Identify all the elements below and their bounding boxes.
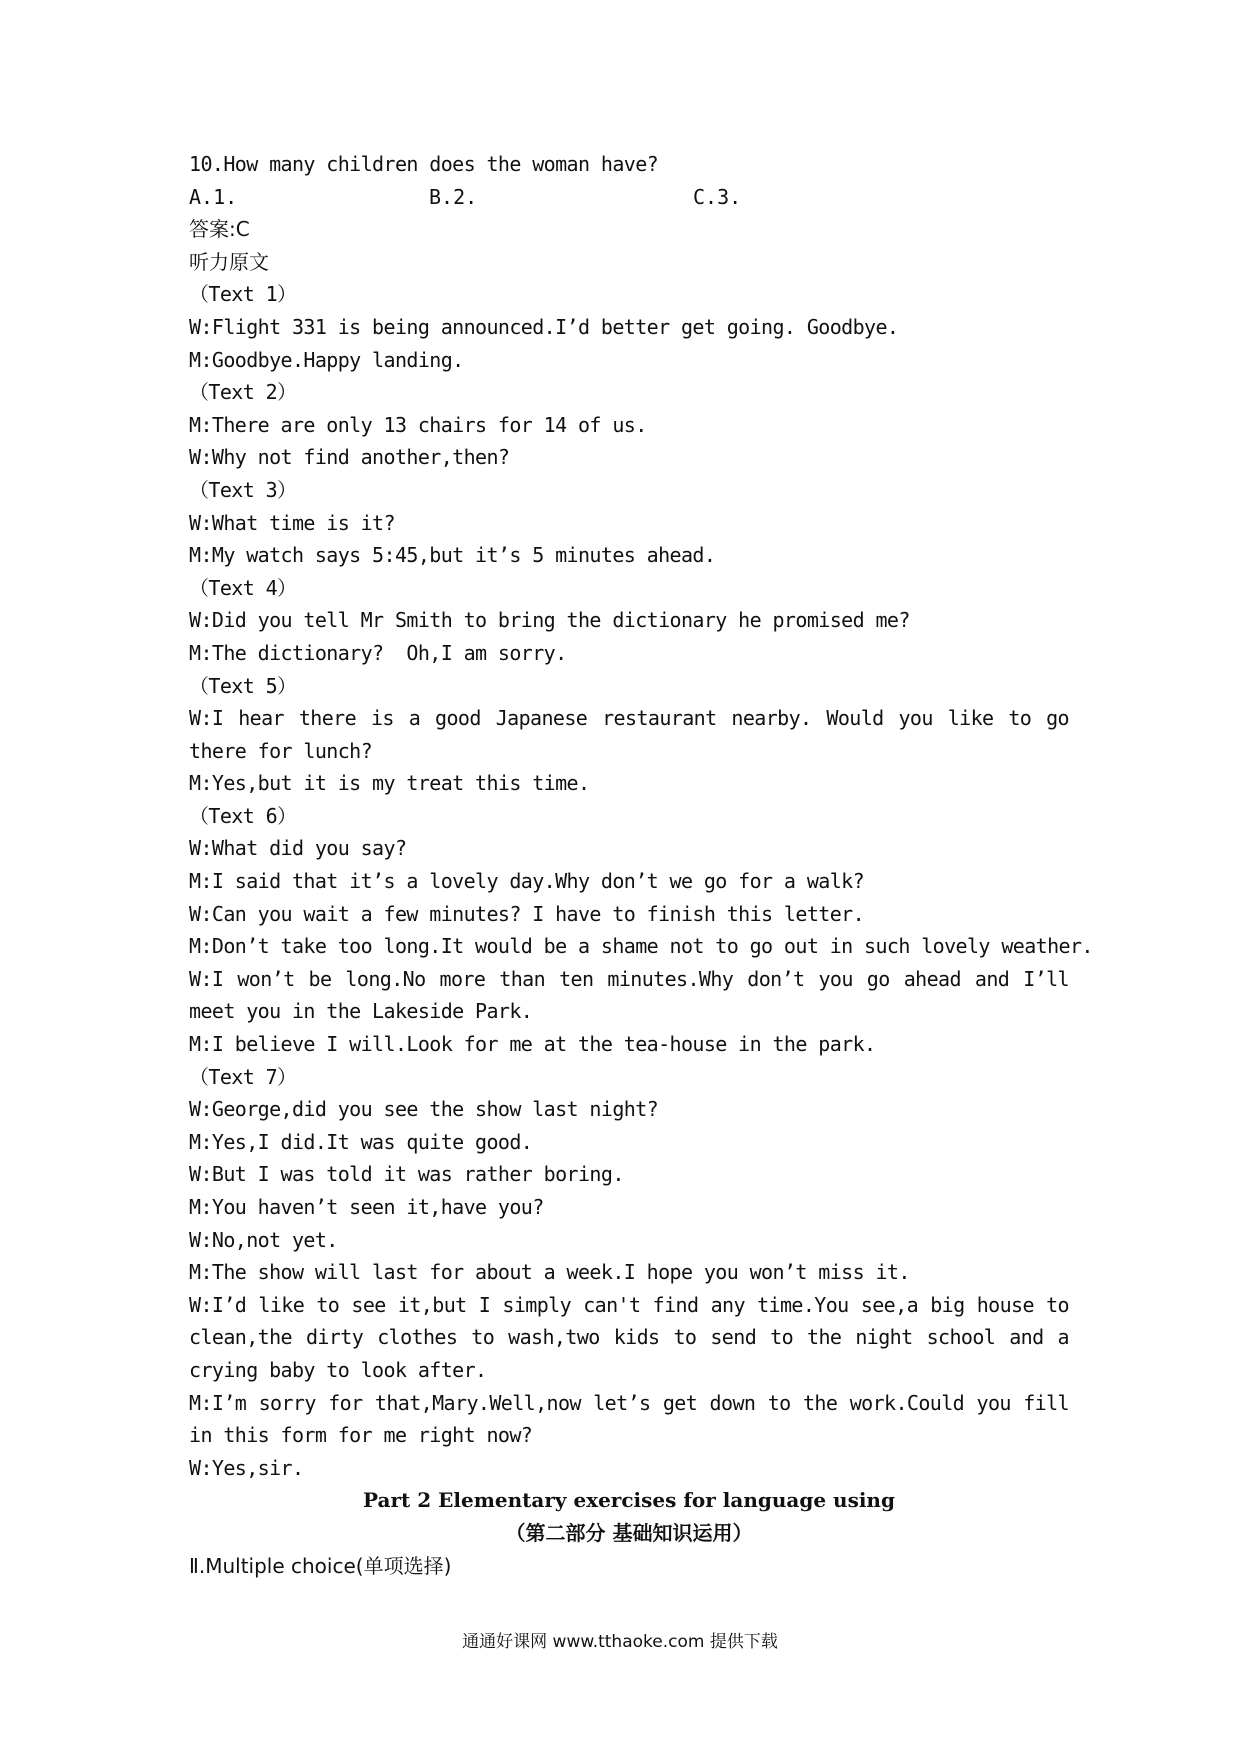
question-stem: 10.How many children does the woman have? bbox=[189, 152, 659, 176]
text-label: （Text 7） bbox=[189, 1064, 297, 1089]
dialogue-line: W:Yes,sir. bbox=[189, 1455, 304, 1480]
dialogue-line: M:The show will last for about a week.I hope you won’t miss it. bbox=[189, 1260, 910, 1285]
dialogue-line: W:Can you wait a few minutes? I have to finish this letter. bbox=[189, 901, 865, 926]
section-heading: Ⅱ.Multiple choice(单项选择) bbox=[189, 1553, 452, 1578]
dialogue-line: M:Goodbye.Happy landing. bbox=[189, 347, 464, 372]
dialogue-line: M:There are only 13 chairs for 14 of us. bbox=[189, 412, 647, 437]
text-label: （Text 3） bbox=[189, 477, 297, 502]
dialogue-line: M:You haven’t seen it,have you? bbox=[189, 1195, 544, 1219]
text-label: （Text 5） bbox=[189, 673, 297, 698]
option-c: C.3. bbox=[693, 184, 742, 209]
dialogue-line: M:I said that it’s a lovely day.Why don’t we go for a walk? bbox=[189, 869, 865, 894]
dialogue-line: M:Yes,but it is my treat this time. bbox=[189, 771, 590, 796]
dialogue-line: W:I won’t be long.No more than ten minutes.Why don’t you go ahead and I’ll meet you in the Lakeside Park. bbox=[189, 966, 1069, 1024]
dialogue-line: W:Why not find another,then? bbox=[189, 445, 510, 470]
dialogue-line: M:Don’t take too long.It would be a shame not to go out in such lovely weather. bbox=[189, 934, 1093, 959]
page-content bbox=[189, 148, 1093, 1582]
dialogue-line: W:Flight 331 is being announced.I’d better get going. Goodbye. bbox=[189, 314, 899, 339]
option-a: A.1. bbox=[189, 184, 238, 209]
dialogue-line: W:What time is it? bbox=[189, 510, 395, 535]
text-label: （Text 1） bbox=[189, 282, 297, 307]
option-b: B.2. bbox=[429, 184, 478, 209]
dialogue-line: W:I hear there is a good Japanese restaurant nearby. Would you like to go there for lunch? bbox=[189, 706, 1069, 763]
dialogue-line: W:No,not yet. bbox=[189, 1227, 338, 1252]
dialogue-line: W:Did you tell Mr Smith to bring the dictionary he promised me? bbox=[189, 608, 910, 633]
dialogue-line: M:I believe I will.Look for me at the tea-house in the park. bbox=[189, 1032, 876, 1057]
dialogue-line: M:I’m sorry for that,Mary.Well,now let’s get down to the work.Could you fill in this form for me right now? bbox=[189, 1390, 1069, 1448]
part-title: Part 2 Elementary exercises for language using bbox=[363, 1488, 895, 1513]
dialogue-line: W:But I was told it was rather boring. bbox=[189, 1162, 624, 1187]
dialogue-line: M:My watch says 5:45,but it’s 5 minutes ahead. bbox=[189, 543, 716, 568]
dialogue-line: W:I’d like to see it,but I simply can't find any time.You see,a big house to clean,the dirty clothes to wash,two kids to send to the night school and a crying baby to look after. bbox=[189, 1292, 1069, 1382]
part-subtitle: （第二部分 基础知识运用） bbox=[505, 1520, 753, 1545]
text-label: （Text 2） bbox=[189, 380, 297, 405]
dialogue-line: M:The dictionary? Oh,I am sorry. bbox=[189, 640, 567, 665]
text-label: （Text 4） bbox=[189, 575, 297, 600]
answer-line: 答案:C bbox=[189, 217, 250, 242]
dialogue-line: W:What did you say? bbox=[189, 836, 407, 861]
dialogue-line: W:George,did you see the show last night? bbox=[189, 1097, 659, 1122]
page-footer: 通通好课网 www.tthaoke.com 提供下载 bbox=[462, 1632, 778, 1652]
question-options bbox=[189, 181, 1069, 214]
dialogue-line: M:Yes,I did.It was quite good. bbox=[189, 1129, 533, 1154]
transcript-heading: 听力原文 bbox=[189, 249, 269, 274]
text-label: （Text 6） bbox=[189, 803, 297, 828]
